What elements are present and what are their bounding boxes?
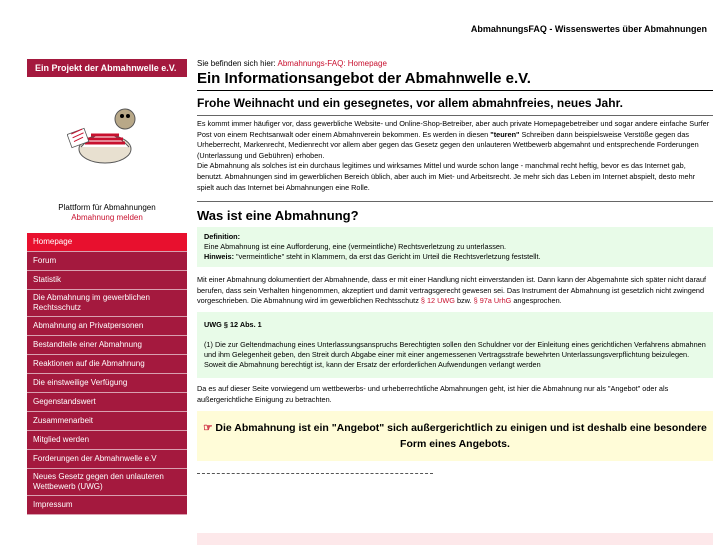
definition-box: Definition: Eine Abmahnung ist eine Aufforderung, eine (vermeintliche) Rechtsverletzung zu unterlassen. Hinweis: "vermeintliche" steht in Klammern, da erst das Gericht im Urteil die Rechtsverletzung feststellt. <box>197 227 713 267</box>
uwg-quote-box: UWG § 12 Abs. 1 (1) Die zur Geltendmachung eines Unterlassungsanspruchs Berechtigten sollen den Schuldner vor der Einleitung eines gerichtlichen Verfahrens abmahnen und ihm Gelegenheit geben, den Streit durch Abgabe einer mit einer angemessenen Vertragsstrafe bewehrten Unterlassungsverpflichtung beizulegen. Soweit die Abmahnung berechtigt ist, kann der Ersatz der erforderlichen Aufwendungen verlangt werden <box>197 312 713 378</box>
divider <box>197 115 713 116</box>
report-abmahnung-link[interactable]: Abmahnung melden <box>71 213 143 222</box>
divider <box>197 90 713 91</box>
nav-item-gegenstandswert[interactable]: Gegenstandswert <box>27 393 187 412</box>
nav-item-forum[interactable]: Forum <box>27 252 187 271</box>
nav-item-privatpersonen[interactable]: Abmahnung an Privatpersonen <box>27 317 187 336</box>
section-title: Was ist eine Abmahnung? <box>197 208 359 224</box>
sidebar <box>27 59 187 515</box>
nav-item-bestandteile[interactable]: Bestandteile einer Abmahnung <box>27 336 187 355</box>
project-header: Ein Projekt der Abmahnwelle e.V. <box>27 59 187 77</box>
abmahnung-body-2: Da es auf dieser Seite vorwiegend um wettbewerbs- und urheberrechtliche Abmahnungen geht, ist hier die Abmahnung nur als "Angebot" oder als außergerichtliche Einigung zu betrachten. <box>197 383 669 404</box>
nav-item-mitglied[interactable]: Mitglied werden <box>27 431 187 450</box>
nav-item-statistik[interactable]: Statistik <box>27 271 187 290</box>
uwg-link[interactable]: § 12 UWG <box>420 296 455 306</box>
greeting-heading: Frohe Weihnacht und ein gesegnetes, vor allem abmahnfreies, neues Jahr. <box>197 96 623 110</box>
urhg-link[interactable]: § 97a UrhG <box>473 296 512 306</box>
page-title: Ein Informationsangebot der Abmahnwelle e.V. <box>197 70 531 87</box>
breadcrumb: Sie befinden sich hier: Abmahnungs-FAQ: Homepage <box>197 59 387 68</box>
notice-box <box>197 533 713 545</box>
intro-paragraph-2: Die Abmahnung als solches ist ein durchaus legitimes und wirksames Mittel und wurde schon lange - manchmal recht heftig, bevor es das Internet gab, benutzt. Abmahnungen sind im gewerblichen Bereich üblich, aber auch im Miet- und Arbeitsrecht. Je mehr sich das Leben im Internet abspielt, desto mehr spielt auch das Internet bei Abmahnungen eine Rolle. <box>197 161 696 192</box>
pointing-hand-icon: ☞ <box>203 422 213 435</box>
divider <box>197 201 713 202</box>
sidebar-nav <box>27 233 187 515</box>
main-content <box>197 59 713 474</box>
nav-item-uwg[interactable]: Neues Gesetz gegen den unlauteren Wettbewerb (UWG) <box>27 469 187 496</box>
nav-item-zusammenarbeit[interactable]: Zusammenarbeit <box>27 412 187 431</box>
nav-item-impressum[interactable]: Impressum <box>27 496 187 515</box>
abmahnung-body: Mit einer Abmahnung dokumentiert der Abmahnende, dass er mit einer Handlung nicht einverstanden ist. Dann kann der Abgemahnte sich später nicht darauf berufen, dass sein Verhalten hingenommen, akzeptiert und damit vertragsgerecht gewesen sei. Das Instrument der Abmahnung ist gesetzlich nicht zwingend vorgeschrieben. Die Abmahnung wird im gewerblichen Rechtsschutz § 12 UWG bzw. § 97a UrhG angesprochen. <box>197 275 707 306</box>
dashed-divider <box>197 473 433 474</box>
nav-item-gewerblich[interactable]: Die Abmahnung im gewerblichen Rechtsschutz <box>27 290 187 317</box>
nav-item-forderungen[interactable]: Forderungen der Abmahnwelle e.V <box>27 450 187 469</box>
site-title: AbmahnungsFAQ - Wissenswertes über Abmahnungen <box>470 24 707 34</box>
top-bar <box>0 0 727 40</box>
nav-item-verfuegung[interactable]: Die einstweilige Verfügung <box>27 374 187 393</box>
highlight-box: ☞ Die Abmahnung ist ein "Angebot" sich außergerichtlich zu einigen und ist deshalb eine besondere Form eines Angebots. <box>197 411 713 461</box>
turtle-logo-icon <box>67 101 147 171</box>
nav-item-reaktionen[interactable]: Reaktionen auf die Abmahnung <box>27 355 187 374</box>
breadcrumb-link[interactable]: Abmahnungs-FAQ: Homepage <box>277 59 387 68</box>
intro-paragraph: Es kommt immer häufiger vor, dass gewerbliche Website- und Online-Shop-Betreiber, aber auch private Homepagebetreiber und sogar andere einfache Surfer Post von einem Rechtsanwalt oder einem Abmahnverein bekommen. Es werden in diesen "teuren" Schreiben dann beispielsweise Verstöße gegen das Urheberrecht, Markenrecht, Medienrecht vor allem aber gegen das Gesetz gegen den unlauteren Wettbewerb abgemahnt und entsprechende Forderungen (Unterlassung und Gebühren) erhoben. <box>197 119 710 160</box>
logo-caption: Plattform für Abmahnungen Abmahnung melden <box>27 203 187 223</box>
logo[interactable] <box>27 77 187 203</box>
nav-item-homepage[interactable]: Homepage <box>27 233 187 252</box>
